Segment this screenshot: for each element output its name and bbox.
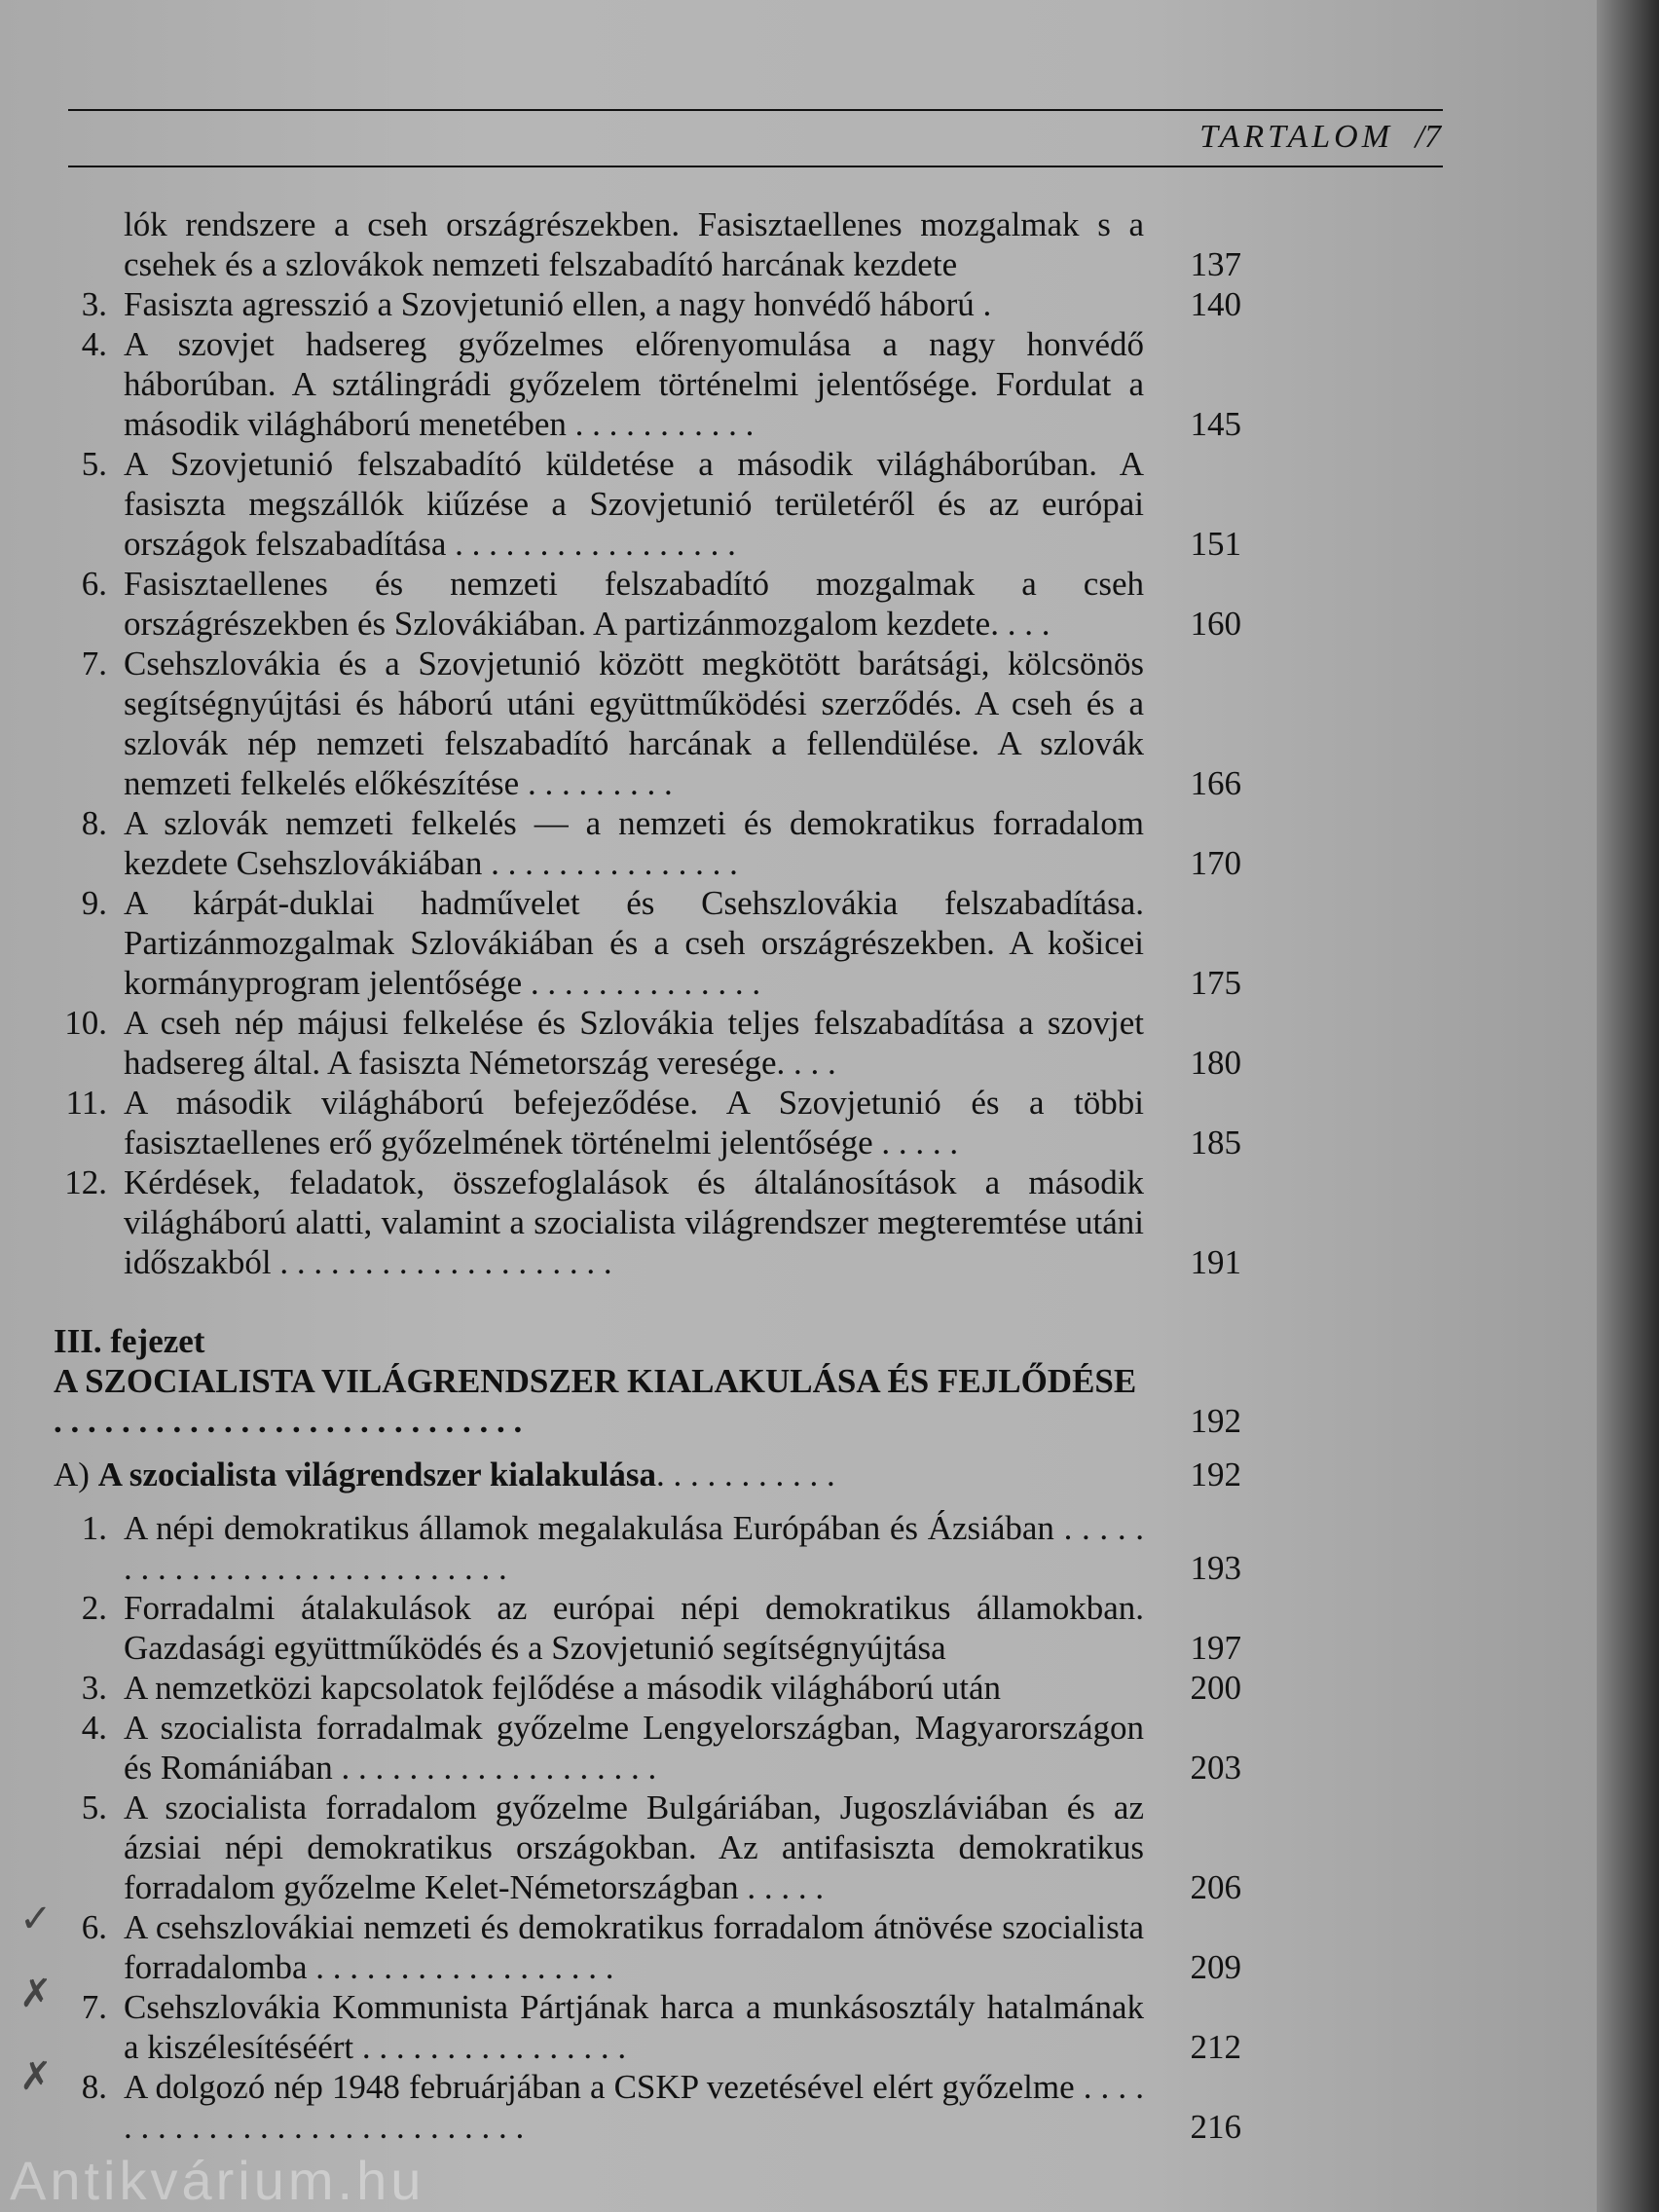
toc-entry [54, 1588, 1241, 1668]
toc-entry [54, 883, 1241, 1003]
section-a-dots: . . . . . . . . . . . [656, 1456, 835, 1493]
toc-entry-number: 9. [81, 884, 107, 922]
chapter-page-number: 192 [1190, 1402, 1241, 1440]
toc-entry [54, 644, 1241, 803]
header-rule-top [68, 109, 1443, 111]
toc-entry-title: Fasisztaellenes és nemzeti felszabadító mozgalmak a cseh országrészekben és Szlovákiában. A partizánmozgalom kezdete. . . . [124, 565, 1144, 643]
toc-entry-number: 8. [81, 804, 107, 842]
toc-entry-number: 6. [81, 565, 107, 603]
pencil-cross-mark-icon: ✗ [19, 1972, 53, 2016]
pencil-cross-mark-icon: ✗ [19, 2054, 53, 2099]
toc-entry-title: A második világháború befejeződése. A Szovjetunió és a többi fasisztaellenes erő győzelmének történelmi jelentősége . . . . . [124, 1084, 1144, 1161]
toc-entry-title: A Szovjetunió felszabadító küldetése a második világháborúban. A fasiszta megszállók kiűzése a Szovjetunió területéről és az európai országok felszabadítása . . . . . . . . . . . . . . . . . [124, 445, 1144, 563]
toc-entry [54, 1162, 1241, 1282]
toc-entry [54, 564, 1241, 644]
header-title: TARTALOM [1199, 119, 1394, 155]
toc-entry-number: 12. [64, 1163, 107, 1201]
toc-entry-title: A szovjet hadsereg győzelmes előrenyomulása a nagy honvédő háborúban. A sztálingrádi győzelem történelmi jelentősége. Fordulat a második világháború menetében . . . . . . . . . . . [124, 325, 1144, 443]
toc-entry [54, 1003, 1241, 1083]
toc-entry-title: A dolgozó nép 1948 februárjában a CSKP vezetésével elért győzelme . . . . . . . . . . . . . . . . . . . . . . . . . . . . [124, 2068, 1144, 2146]
toc-entry-title: A nemzetközi kapcsolatok fejlődése a második világháború után [124, 1669, 1001, 1707]
toc-entry-page-number: 170 [1190, 844, 1241, 882]
toc-entry-page-number: 200 [1190, 1669, 1241, 1707]
toc-entry-title: Kérdések, feladatok, összefoglalások és általánosítások a második világháború alatti, valamint a szocialista világrendszer megteremtése utáni időszakból . . . . . . . . . . . . . . . . . . . . [124, 1163, 1144, 1281]
toc-entry-number: 3. [81, 285, 107, 323]
toc-entry-title: A szocialista forradalom győzelme Bulgáriában, Jugoszláviában és az ázsiai népi demokratikus országokban. Az antifasiszta demokratikus forradalom győzelme Kelet-Németországban . . . . . [124, 1788, 1144, 1906]
toc-entry [54, 324, 1241, 444]
toc-entry-title: A cseh nép májusi felkelése és Szlovákia teljes felszabadítása a szovjet hadsereg által. A fasiszta Németország veresége. . . . [124, 1004, 1144, 1082]
toc-entry-title: Forradalmi átalakulások az európai népi demokratikus államokban. Gazdasági együttműködés és a Szovjetunió segítségnyújtása [124, 1589, 1144, 1667]
toc-entry-number: 2. [81, 1589, 107, 1627]
chapter-title-text: A SZOCIALISTA VILÁGRENDSZER KIALAKULÁSA ÉS FEJLŐDÉSE . . . . . . . . . . . . . . . . . . . . . . . . . . . . [54, 1362, 1137, 1440]
toc-entry-number: 5. [81, 1788, 107, 1826]
toc-entry-number: 4. [81, 325, 107, 363]
toc-entry-page-number: 209 [1190, 1948, 1241, 1986]
toc-entry [54, 1987, 1241, 2067]
toc-entry-number: 6. [81, 1908, 107, 1946]
toc-entry-number: 5. [81, 445, 107, 483]
toc-entry-number: 8. [81, 2068, 107, 2106]
watermark: Antikvárium.hu [10, 2150, 425, 2211]
toc-entry [54, 1788, 1241, 1907]
section-a-page-number: 192 [1190, 1456, 1241, 1493]
toc-entry [54, 2067, 1241, 2147]
toc-entry-page-number: 151 [1190, 525, 1241, 563]
toc-entry-number: 3. [81, 1669, 107, 1707]
toc-entry [54, 284, 1241, 324]
toc-entry-page-number: 212 [1190, 2028, 1241, 2066]
toc-entry-number: 7. [81, 645, 107, 682]
toc-entry [54, 1083, 1241, 1162]
toc-entry-number: 1. [81, 1509, 107, 1547]
toc-entry-title: lók rendszere a cseh országrészekben. Fasisztaellenes mozgalmak s a csehek és a szlovákok nemzeti felszabadító harcának kezdete [124, 205, 1144, 283]
toc-entry-page-number: 175 [1190, 964, 1241, 1002]
toc-entry-page-number: 166 [1190, 764, 1241, 802]
toc-entry-page-number: 197 [1190, 1629, 1241, 1667]
header-rule-bottom [68, 166, 1443, 167]
toc-entry-number: 7. [81, 1988, 107, 2026]
toc-entry-title: Csehszlovákia és a Szovjetunió között megkötött barátsági, kölcsönös segítségnyújtási és háború utáni együttműködési szerződés. A cseh és a szlovák nép nemzeti felszabadító harcának a fellendülése. A szlovák nemzeti felkelés előkészítése . . . . . . . . . [124, 645, 1144, 802]
toc-list-chapter-2 [54, 204, 1241, 1282]
toc-entry [54, 1708, 1241, 1788]
chapter-label: III. fejezet [54, 1322, 205, 1360]
toc-entry-title: Fasiszta agresszió a Szovjetunió ellen, a nagy honvédő háború . [124, 285, 992, 323]
toc-entry-page-number: 145 [1190, 405, 1241, 443]
toc-entry-title: A csehszlovákiai nemzeti és demokratikus forradalom átnövése szocialista forradalomba . . . . . . . . . . . . . . . . . . [124, 1908, 1144, 1986]
toc-entry-title: A szlovák nemzeti felkelés — a nemzeti és demokratikus forradalom kezdete Csehszlovákiában . . . . . . . . . . . . . . . [124, 804, 1144, 882]
toc-entry [54, 1668, 1241, 1708]
toc-entry-title: A népi demokratikus államok megalakulása Európában és Ázsiában . . . . . . . . . . . . . . . . . . . . . . . . . . . . [124, 1509, 1144, 1587]
toc-entry-page-number: 191 [1190, 1243, 1241, 1281]
toc-entry-page-number: 137 [1190, 245, 1241, 283]
toc-entry [54, 204, 1241, 284]
toc-entry-page-number: 180 [1190, 1044, 1241, 1082]
toc-entry-page-number: 206 [1190, 1868, 1241, 1906]
pencil-check-mark-icon: ✓ [19, 1897, 53, 1941]
toc-entry-number: 4. [81, 1709, 107, 1747]
toc-entry-page-number: 193 [1190, 1549, 1241, 1587]
toc-entry-title: A szocialista forradalmak győzelme Lengyelországban, Magyarországon és Romániában . . . . . . . . . . . . . . . . . . . [124, 1709, 1144, 1787]
section-a-title: A szocialista világrendszer kialakulása [97, 1456, 657, 1493]
toc-entry-title: A kárpát-duklai hadművelet és Csehszlovákia felszabadítása. Partizánmozgalmak Szlovákiában és a cseh országrészekben. A košicei kormányprogram jelentősége . . . . . . . . . . . . . . [124, 884, 1144, 1002]
section-a-prefix: A) [54, 1456, 90, 1493]
toc-entry-number: 11. [65, 1084, 107, 1122]
toc-entry-number: 10. [64, 1004, 107, 1042]
toc-content [54, 204, 1241, 2147]
header-page-number: /7 [1415, 119, 1441, 155]
toc-entry-title: Csehszlovákia Kommunista Pártjának harca a munkásosztály hatalmának a kiszélesítéséért . . . . . . . . . . . . . . . . [124, 1988, 1144, 2066]
toc-entry-page-number: 216 [1190, 2108, 1241, 2146]
toc-entry [54, 1508, 1241, 1588]
toc-entry-page-number: 140 [1190, 285, 1241, 323]
section-a-heading [54, 1455, 1241, 1494]
toc-list-section-a [54, 1508, 1241, 2147]
toc-entry [54, 803, 1241, 883]
toc-entry-page-number: 203 [1190, 1749, 1241, 1787]
chapter-title [54, 1361, 1241, 1441]
running-header [1199, 119, 1441, 156]
toc-entry-page-number: 160 [1190, 605, 1241, 643]
toc-entry [54, 444, 1241, 564]
page-edge-shadow [1597, 0, 1659, 2212]
toc-entry [54, 1907, 1241, 1987]
toc-entry-page-number: 185 [1190, 1124, 1241, 1161]
